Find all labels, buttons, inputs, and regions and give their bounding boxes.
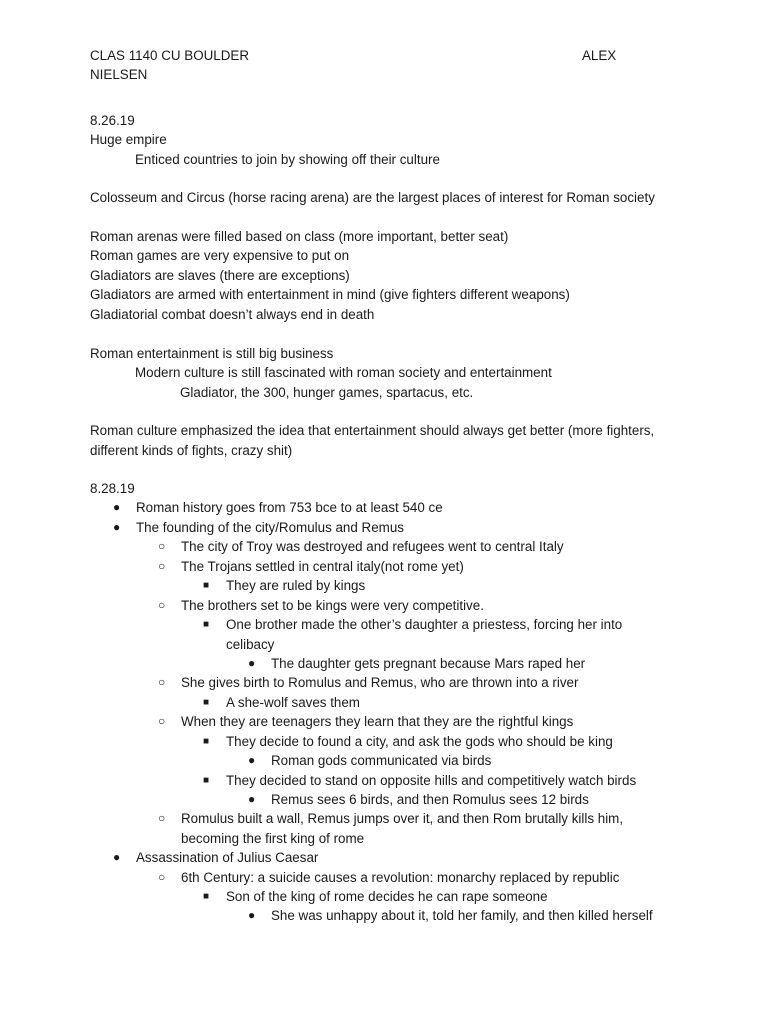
note-line: Gladiators are slaves (there are exceptions) (90, 268, 350, 283)
list-item: She gives birth to Romulus and Remus, who are thrown into a river (181, 675, 579, 690)
bullet-hollow-icon: ○ (158, 714, 166, 728)
list-item: One brother made the other’s daughter a priestess, forcing her into (226, 617, 623, 632)
list-item: She was unhappy about it, told her family, and then killed herself (271, 908, 653, 923)
note-line: Roman games are very expensive to put on (90, 248, 350, 263)
list-item-continued: celibacy (226, 637, 275, 652)
bullet-filled-icon: ● (248, 908, 256, 922)
note-line-indented: Modern culture is still fascinated with roman society and entertainment (135, 365, 552, 380)
author-first-name: ALEX (582, 48, 617, 63)
note-line: Huge empire (90, 132, 167, 147)
date-heading-2: 8.28.19 (90, 481, 135, 496)
list-item: The city of Troy was destroyed and refugees went to central Italy (181, 539, 564, 554)
bullet-square-icon: ■ (203, 891, 210, 902)
bullet-hollow-icon: ○ (158, 811, 166, 825)
bullet-hollow-icon: ○ (158, 598, 166, 612)
bullet-hollow-icon: ○ (158, 870, 166, 884)
bullet-filled-icon: ● (248, 656, 256, 670)
author-last-name: NIELSEN (90, 67, 148, 82)
note-line-indented: Enticed countries to join by showing off their culture (135, 152, 440, 167)
list-item: Roman history goes from 753 bce to at least 540 ce (136, 500, 443, 515)
bullet-filled-icon: ● (113, 850, 121, 864)
bullet-filled-icon: ● (113, 500, 121, 514)
bullet-square-icon: ■ (203, 580, 210, 591)
bullet-hollow-icon: ○ (158, 675, 166, 689)
course-title: CLAS 1140 CU BOULDER (90, 48, 250, 63)
bullet-filled-icon: ● (248, 753, 256, 767)
bullet-filled-icon: ● (248, 792, 256, 806)
list-item: They decide to found a city, and ask the gods who should be king (226, 734, 613, 749)
date-heading-1: 8.26.19 (90, 113, 135, 128)
bullet-square-icon: ■ (203, 775, 210, 786)
bullet-square-icon: ■ (203, 619, 210, 630)
note-line-continued: different kinds of fights, crazy shit) (90, 443, 293, 458)
note-line: Gladiatorial combat doesn’t always end in death (90, 307, 375, 322)
note-line-indented-2: Gladiator, the 300, hunger games, spartacus, etc. (180, 385, 474, 400)
list-item: 6th Century: a suicide causes a revolution: monarchy replaced by republic (181, 870, 620, 885)
list-item: Remus sees 6 birds, and then Romulus sees 12 birds (271, 792, 589, 807)
list-item: Son of the king of rome decides he can rape someone (226, 889, 548, 904)
note-line: Gladiators are armed with entertainment in mind (give fighters different weapons) (90, 287, 570, 302)
list-item: The daughter gets pregnant because Mars raped her (271, 656, 586, 671)
list-item: They decided to stand on opposite hills and competitively watch birds (226, 773, 637, 788)
note-line: Roman entertainment is still big business (90, 346, 334, 361)
list-item: Assassination of Julius Caesar (136, 850, 319, 865)
bullet-hollow-icon: ○ (158, 539, 166, 553)
list-item: The founding of the city/Romulus and Remus (136, 520, 404, 535)
note-line: Roman culture emphasized the idea that entertainment should always get better (more fighters, (90, 423, 655, 438)
bullet-square-icon: ■ (203, 736, 210, 747)
bullet-square-icon: ■ (203, 697, 210, 708)
list-item: The brothers set to be kings were very competitive. (181, 598, 484, 613)
list-item: A she-wolf saves them (226, 695, 360, 710)
note-line: Colosseum and Circus (horse racing arena) are the largest places of interest for Roman society (90, 190, 655, 205)
bullet-hollow-icon: ○ (158, 559, 166, 573)
list-item: They are ruled by kings (226, 578, 366, 593)
list-item: Roman gods communicated via birds (271, 753, 492, 768)
bullet-filled-icon: ● (113, 520, 121, 534)
note-line: Roman arenas were filled based on class (more important, better seat) (90, 229, 509, 244)
list-item: The Trojans settled in central italy(not rome yet) (181, 559, 464, 574)
list-item-continued: becoming the first king of rome (181, 831, 365, 846)
list-item: Romulus built a wall, Remus jumps over it, and then Rom brutally kills him, (181, 811, 624, 826)
list-item: When they are teenagers they learn that they are the rightful kings (181, 714, 574, 729)
